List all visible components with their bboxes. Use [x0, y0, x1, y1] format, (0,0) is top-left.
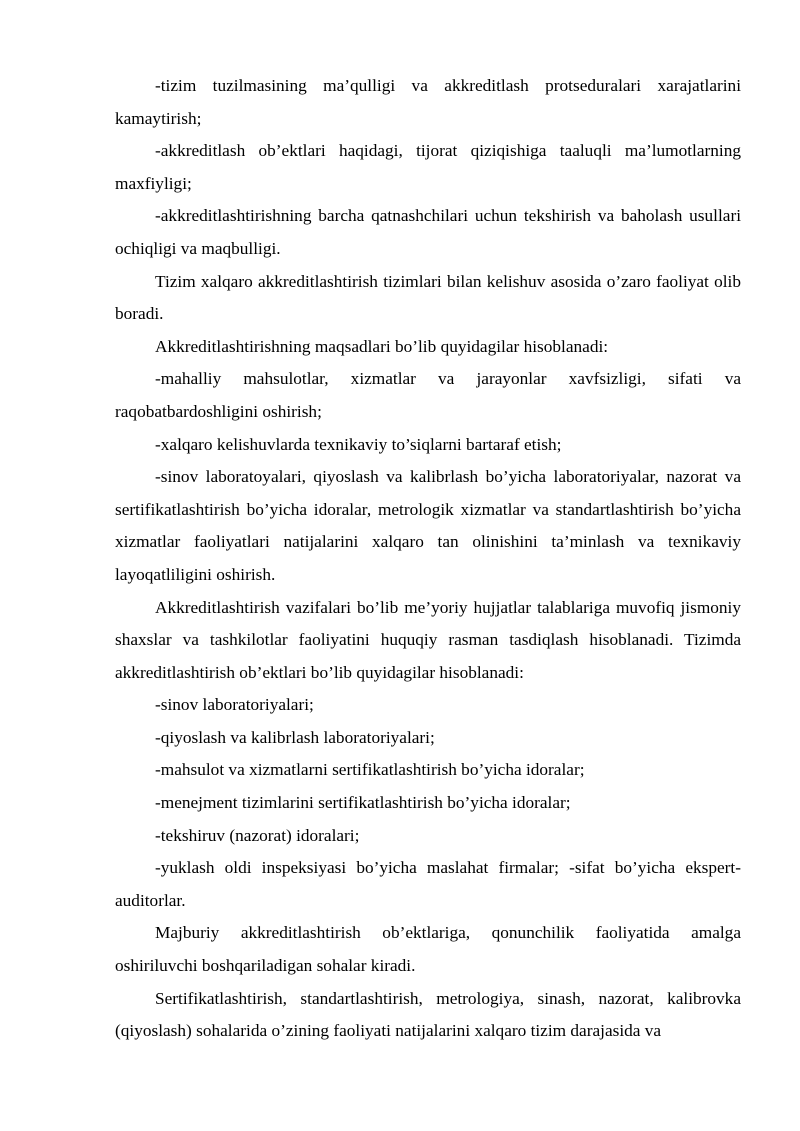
paragraph: -sinov laboratoriyalari;: [155, 695, 314, 715]
paragraph: Majburiy akkreditlashtirish ob’ektlariga, qonunchilik faoliyatida amalga oshiriluvchi boshqariladigan sohalar kiradi.: [115, 923, 741, 976]
paragraph: -xalqaro kelishuvlarda texnikaviy to’siqlarni bartaraf etish;: [155, 434, 562, 454]
paragraph: Tizim xalqaro akkreditlashtirish tizimlari bilan kelishuv asosida o’zaro faoliyat olib boradi.: [115, 271, 741, 324]
paragraph: Akkreditlashtirishning maqsadlari bo’lib quyidagilar hisoblanadi:: [155, 336, 609, 356]
paragraph: -qiyoslash va kalibrlash laboratoriyalari;: [155, 727, 435, 747]
paragraph: Sertifikatlashtirish, standartlashtirish, metrologiya, sinash, nazorat, kalibrovka (qiyoslash) sohalarida o’zining faoliyati natijalarini xalqaro tizim darajasida va: [115, 988, 741, 1041]
paragraph: -mahalliy mahsulotlar, xizmatlar va jarayonlar xavfsizligi, sifati va raqobatbardoshligini oshirish;: [115, 369, 741, 421]
paragraph: -tizim tuzilmasining ma’qulligi va akkreditlash protseduralari xarajatlarini kamaytirish;: [115, 76, 741, 128]
paragraph: -yuklash oldi inspeksiyasi bo’yicha maslahat firmalar; -sifat bo’yicha ekspert-auditorlar.: [115, 858, 741, 910]
paragraph: -akkreditlash ob’ektlari haqidagi, tijorat qiziqishiga taaluqli ma’lumotlarning maxfiyligi;: [115, 141, 741, 193]
paragraph: -akkreditlashtirishning barcha qatnashchilari uchun tekshirish va baholash usullari ochiqligi va maqbulligi.: [115, 206, 741, 258]
paragraph: -mahsulot va xizmatlarni sertifikatlashtirish bo’yicha idoralar;: [155, 760, 585, 780]
document-page: [115, 70, 741, 1048]
paragraph: -menejment tizimlarini sertifikatlashtirish bo’yicha idoralar;: [155, 793, 571, 813]
paragraph: Akkreditlashtirish vazifalari bo’lib me’yoriy hujjatlar talablariga muvofiq jismoniy shaxslar va tashkilotlar faoliyatini huquqiy rasman tasdiqlash hisoblanadi. Tizimda akkreditlashtirish ob’ektlari bo’lib quyidagilar hisoblanadi:: [115, 597, 741, 682]
paragraph: -tekshiruv (nazorat) idoralari;: [155, 825, 360, 845]
paragraph: -sinov laboratoyalari, qiyoslash va kalibrlash bo’yicha laboratoriyalar, nazorat va sertifikatlashtirish bo’yicha idoralar, metrologik xizmatlar va standartlashtirish bo’yicha xizmatlar faoliyatlari natijalarini xalqaro tan olinishini ta’minlash va texnikaviy layoqatliligini oshirish.: [115, 467, 741, 584]
